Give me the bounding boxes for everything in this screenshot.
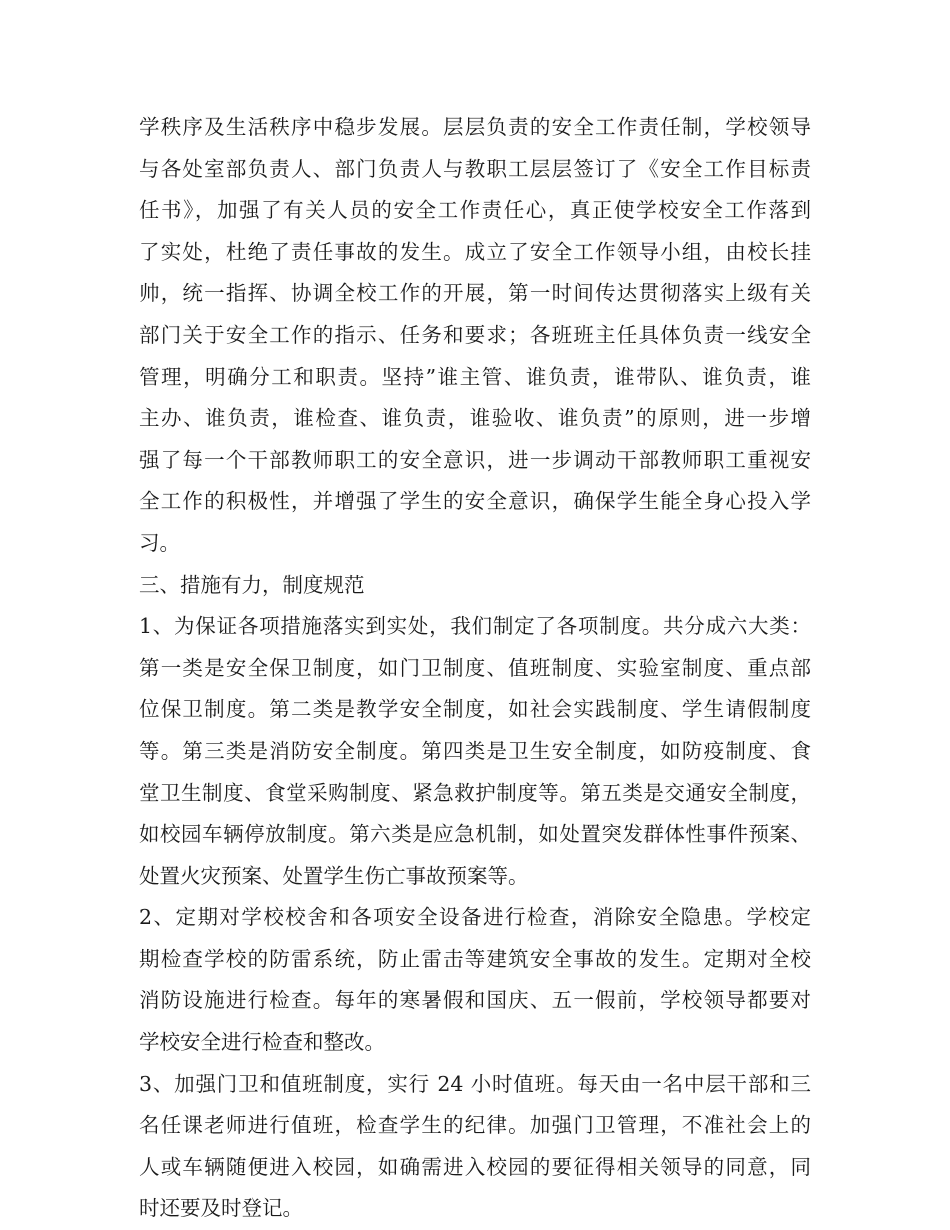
text-line: 时还要及时登记。 bbox=[139, 1196, 303, 1221]
text-line: 全工作的积极性，并增强了学生的安全意识，确保学生能全身心投入学 bbox=[139, 489, 811, 514]
text-line: 等。第三类是消防安全制度。第四类是卫生安全制度，如防疫制度、食 bbox=[139, 738, 811, 763]
text-line: 与各处室部负责人、部门负责人与教职工层层签订了《安全工作目标责 bbox=[139, 156, 811, 181]
text-line: 2、定期对学校校舍和各项安全设备进行检查，消除安全隐患。学校定 bbox=[139, 905, 811, 930]
text-line: 任书》，加强了有关人员的安全工作责任心，真正使学校安全工作落到 bbox=[139, 198, 811, 223]
text-line: 主办、谁负责，谁检查、谁负责，谁验收、谁负责”的原则，进一步增 bbox=[139, 406, 811, 431]
text-line: 学校安全进行检查和整改。 bbox=[139, 1030, 385, 1055]
text-line: 堂卫生制度、食堂采购制度、紧急救护制度等。第五类是交通安全制度， bbox=[139, 780, 811, 805]
text-line: 习。 bbox=[139, 530, 180, 555]
text-line: 强了每一个干部教师职工的安全意识，进一步调动干部教师职工重视安 bbox=[139, 447, 811, 472]
text-line: 三、措施有力，制度规范 bbox=[139, 572, 365, 597]
text-line: 帅，统一指挥、协调全校工作的开展，第一时间传达贯彻落实上级有关 bbox=[139, 281, 811, 306]
text-line: 如校园车辆停放制度。第六类是应急机制，如处置突发群体性事件预案、 bbox=[139, 822, 811, 847]
text-line: 1、为保证各项措施落实到实处，我们制定了各项制度。共分成六大类： bbox=[139, 614, 811, 639]
text-line: 位保卫制度。第二类是教学安全制度，如社会实践制度、学生请假制度 bbox=[139, 697, 811, 722]
text-line: 第一类是安全保卫制度，如门卫制度、值班制度、实验室制度、重点部 bbox=[139, 655, 811, 680]
text-line: 处置火灾预案、处置学生伤亡事故预案等。 bbox=[139, 863, 529, 888]
text-line: 管理，明确分工和职责。坚持”谁主管、谁负责，谁带队、谁负责，谁 bbox=[139, 364, 811, 389]
text-line: 部门关于安全工作的指示、任务和要求；各班班主任具体负责一线安全 bbox=[139, 322, 811, 347]
text-line: 3、加强门卫和值班制度，实行 24 小时值班。每天由一名中层干部和三 bbox=[139, 1071, 811, 1096]
text-line: 学秩序及生活秩序中稳步发展。层层负责的安全工作责任制，学校领导 bbox=[139, 115, 811, 139]
text-line: 消防设施进行检查。每年的寒暑假和国庆、五一假前，学校领导都要对 bbox=[139, 988, 811, 1013]
text-line: 名任课老师进行值班，检查学生的纪律。加强门卫管理，不准社会上的 bbox=[139, 1113, 811, 1138]
text-line: 人或车辆随便进入校园，如确需进入校园的要征得相关领导的同意，同 bbox=[139, 1154, 811, 1179]
document-body bbox=[139, 107, 811, 1230]
text-line: 期检查学校的防雷系统，防止雷击等建筑安全事故的发生。定期对全校 bbox=[139, 946, 811, 971]
text-line: 了实处，杜绝了责任事故的发生。成立了安全工作领导小组，由校长挂 bbox=[139, 239, 811, 264]
